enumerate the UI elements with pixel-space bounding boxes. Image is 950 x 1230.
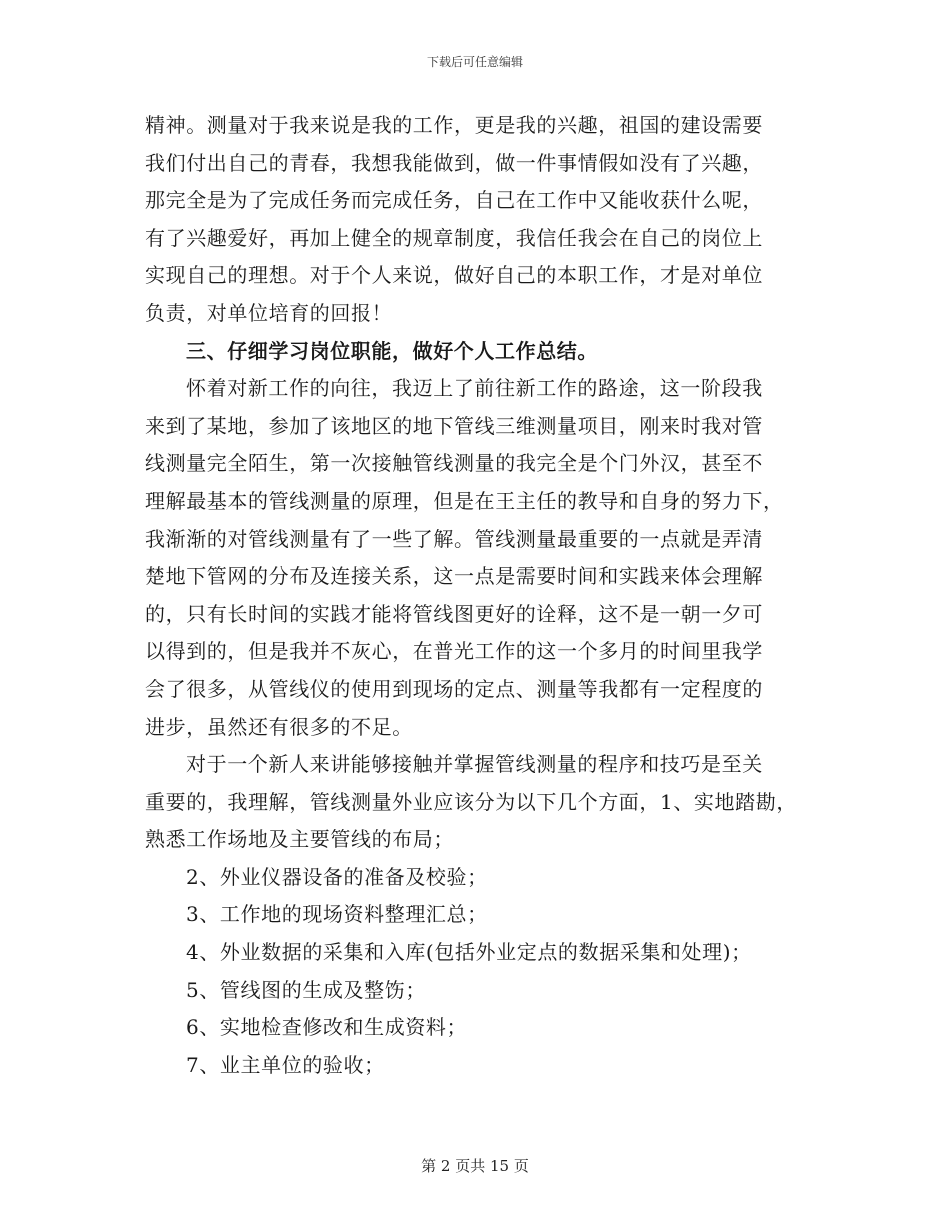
list-item: 2、外业仪器设备的准备及校验； [186, 864, 488, 889]
text-line: 会了很多，从管线仪的使用到现场的定点、测量等我都有一定程度的 [145, 676, 763, 701]
section-heading: 三、仔细学习岗位职能，做好个人工作总结。 [186, 338, 598, 363]
document-body [145, 107, 825, 1084]
page-number: 第 2 页共 15 页 [421, 1157, 529, 1175]
text-line: 重要的，我理解，管线测量外业应该分为以下几个方面，1、实地踏勘， [145, 789, 797, 814]
text-line: 的，只有长时间的实践才能将管线图更好的诠释，这不是一朝一夕可 [145, 601, 763, 626]
text-line: 有了兴趣爱好，再加上健全的规章制度，我信任我会在自己的岗位上 [145, 225, 763, 250]
text-line: 怀着对新工作的向往，我迈上了前往新工作的路途，这一阶段我 [186, 376, 763, 401]
text-line: 熟悉工作场地及主要管线的布局； [145, 827, 454, 852]
page-header: 下载后可任意编辑 [426, 55, 523, 69]
list-item: 6、实地检查修改和生成资料； [186, 1015, 468, 1040]
list-item: 5、管线图的生成及整饬； [186, 977, 426, 1002]
text-line: 楚地下管网的分布及连接关系，这一点是需要时间和实践来体会理解 [145, 564, 763, 589]
text-line: 理解最基本的管线测量的原理，但是在王主任的教导和自身的努力下， [145, 488, 784, 513]
text-line: 进步，虽然还有很多的不足。 [145, 714, 413, 739]
text-line: 精神。测量对于我来说是我的工作，更是我的兴趣，祖国的建设需要 [145, 113, 763, 137]
text-line: 实现自己的理想。对于个人来说，做好自己的本职工作，才是对单位 [145, 263, 763, 288]
text-line: 对于一个新人来讲能够接触并掌握管线测量的程序和技巧是至关 [186, 752, 763, 777]
text-line: 我渐渐的对管线测量有了一些了解。管线测量最重要的一点就是弄清 [145, 526, 763, 551]
text-line: 线测量完全陌生，第一次接触管线测量的我完全是个门外汉，甚至不 [145, 451, 763, 476]
text-line: 我们付出自己的青春，我想我能做到，做一件事情假如没有了兴趣， [145, 150, 763, 175]
list-item: 4、外业数据的采集和入库(包括外业定点的数据采集和处理)； [186, 940, 752, 965]
text-line: 负责，对单位培育的回报！ [145, 300, 393, 325]
list-item: 7、业主单位的验收； [186, 1052, 385, 1077]
text-line: 以得到的，但是我并不灰心，在普光工作的这一个多月的时间里我学 [145, 639, 763, 664]
text-line: 来到了某地，参加了该地区的地下管线三维测量项目，刚来时我对管 [145, 413, 763, 438]
list-item: 3、工作地的现场资料整理汇总； [186, 902, 488, 927]
text-line: 那完全是为了完成任务而完成任务，自己在工作中又能收获什么呢， [145, 188, 763, 213]
